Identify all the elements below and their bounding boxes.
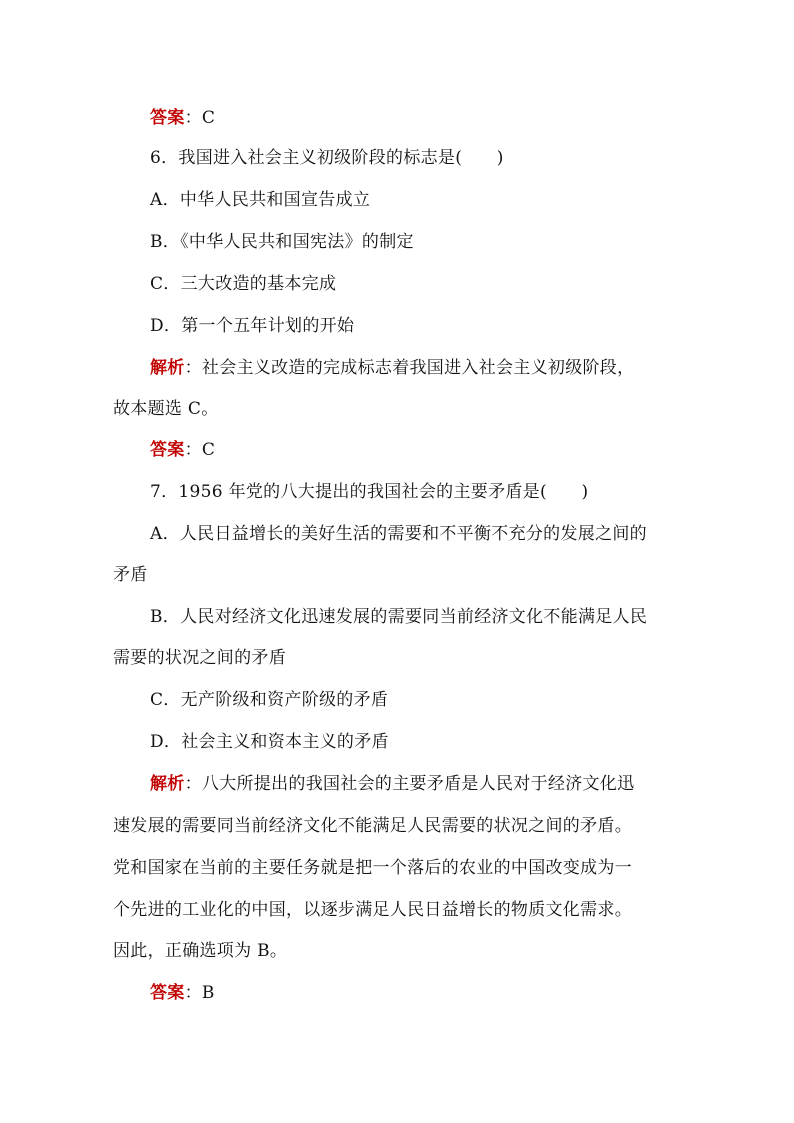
q7-stem: 7．1956 年党的八大提出的我国社会的主要矛盾是( ) (150, 482, 589, 502)
q7-analysis-line-5: 因此，正确选项为 B。 (113, 941, 288, 961)
q6-analysis-line-2: 故本题选 C。 (113, 399, 219, 419)
q7-analysis-line-4: 个先进的工业化的中国，以逐步满足人民日益增长的物质文化需求。 (113, 900, 632, 920)
q6-option-b: B．《中华人民共和国宪法》的制定 (150, 232, 414, 252)
q7-option-a: A．人民日益增长的美好生活的需要和不平衡不充分的发展之间的 (150, 524, 647, 544)
q7-answer (150, 981, 215, 1005)
q7-option-a-cont: 矛盾 (113, 565, 148, 585)
answer-label: 答案 (150, 983, 185, 1003)
q6-option-d: D．第一个五年计划的开始 (150, 316, 355, 336)
q6-stem: 6．我国进入社会主义初级阶段的标志是( ) (150, 148, 504, 168)
q6-answer-value: ：C (184, 440, 216, 460)
analysis-label: 解析 (150, 358, 185, 378)
q6-analysis (150, 356, 634, 380)
q7-analysis-line-1: ：八大所提出的我国社会的主要矛盾是人民对于经济文化迅 (184, 774, 635, 794)
q7-analysis-line-3: 党和国家在当前的主要任务就是把一个落后的农业的中国改变成为一 (113, 858, 632, 878)
q6-answer (150, 438, 215, 462)
q7-analysis (150, 772, 634, 796)
q5-answer (150, 106, 215, 130)
q7-option-b: B．人民对经济文化迅速发展的需要同当前经济文化不能满足人民 (150, 607, 648, 627)
q7-option-d: D．社会主义和资本主义的矛盾 (150, 732, 389, 752)
q6-option-c: C．三大改造的基本完成 (150, 274, 337, 294)
analysis-label: 解析 (150, 774, 185, 794)
q7-option-b-cont: 需要的状况之间的矛盾 (113, 648, 286, 668)
q6-analysis-line-1: ：社会主义改造的完成标志着我国进入社会主义初级阶段， (184, 358, 635, 378)
q7-analysis-line-2: 速发展的需要同当前经济文化不能满足人民需要的状况之间的矛盾。 (113, 816, 632, 836)
answer-label: 答案 (150, 108, 185, 128)
q6-option-a: A．中华人民共和国宣告成立 (150, 190, 371, 210)
q7-answer-value: ：B (184, 983, 215, 1003)
answer-label: 答案 (150, 440, 185, 460)
q7-option-c: C．无产阶级和资产阶级的矛盾 (150, 690, 389, 710)
q5-answer-value: ：C (184, 108, 216, 128)
